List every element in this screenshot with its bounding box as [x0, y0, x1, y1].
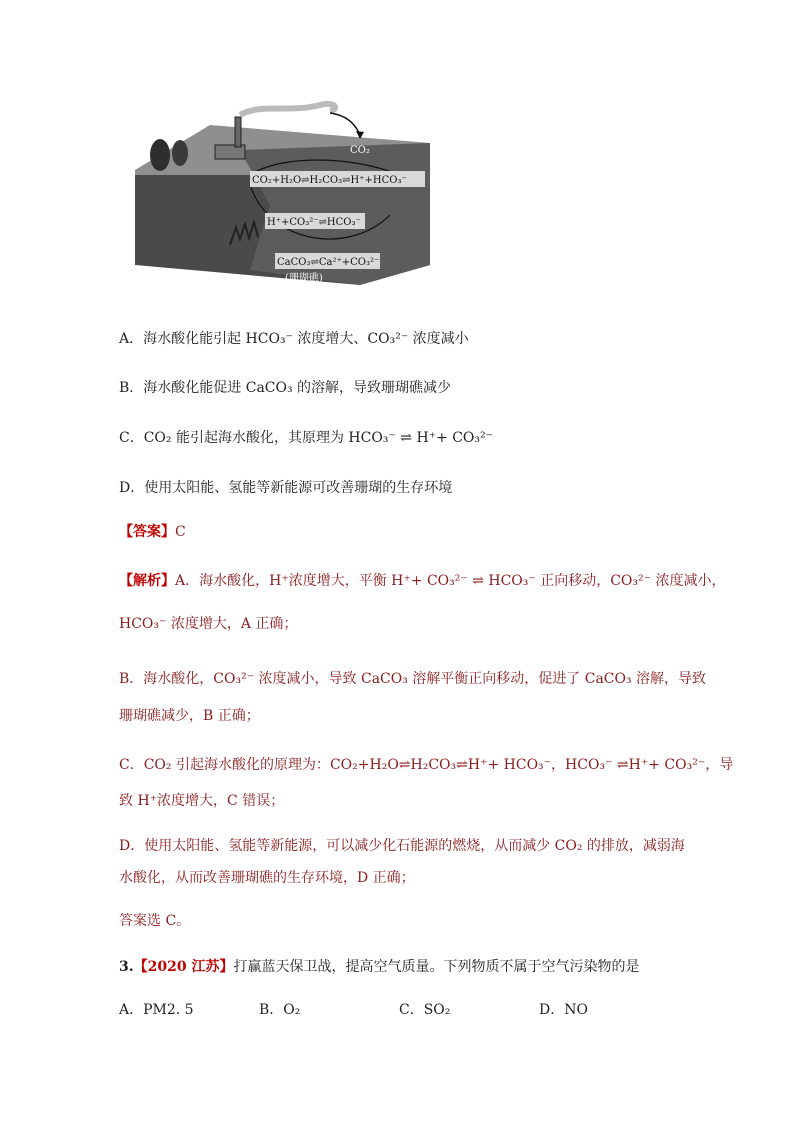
- analysis-c-line1: C．CO₂ 引起海水酸化的原理为：CO₂+H₂O⇌H₂CO₃⇌H⁺+ HCO₃⁻，HCO₃⁻ ⇌H⁺+ CO₃²⁻，导: [119, 757, 734, 773]
- coral-label: (珊瑚礁): [285, 273, 323, 284]
- answer-line: [119, 521, 186, 541]
- eq1-label: CO₂+H₂O⇌H₂CO₃⇌H⁺+HCO₃⁻: [252, 175, 407, 186]
- chimney-icon: [235, 117, 241, 147]
- question-3-source: 【2020 江苏】: [133, 959, 234, 975]
- analysis-label: 【解析】: [119, 573, 175, 589]
- option-b: B．海水酸化能促进 CaCO₃ 的溶解，导致珊瑚礁减少: [119, 380, 452, 396]
- ocean-diagram: [130, 95, 440, 295]
- co2-label: CO₂: [350, 145, 370, 156]
- option-a: A．海水酸化能引起 HCO₃⁻ 浓度增大、CO₃²⁻ 浓度减小: [119, 331, 469, 347]
- analysis-d-line2: 水酸化，从而改善珊瑚礁的生存环境，D 正确；: [119, 870, 415, 886]
- answer-label: 【答案】: [119, 524, 175, 540]
- eq3-label: CaCO₃⇌Ca²⁺+CO₃²⁻: [277, 257, 380, 268]
- analysis-b-line2: 珊瑚礁减少，B 正确；: [119, 708, 260, 724]
- option-d: D．使用太阳能、氢能等新能源可改善珊瑚的生存环境: [119, 480, 453, 496]
- q3-option-c: C．SO₂: [399, 1002, 451, 1018]
- eq2-label: H⁺+CO₃²⁻⇌HCO₃⁻: [267, 217, 361, 228]
- q3-option-b: B．O₂: [259, 1002, 301, 1018]
- question-3-number: 3.: [119, 959, 134, 975]
- tree-icon: [172, 140, 188, 166]
- analysis-a-line1: [119, 570, 725, 590]
- question-3-text: 打赢蓝天保卫战，提高空气质量。下列物质不属于空气污染物的是: [233, 959, 640, 975]
- q3-option-a: A．PM2. 5: [119, 1002, 194, 1018]
- analysis-a-line2: HCO₃⁻ 浓度增大，A 正确；: [119, 616, 298, 632]
- tree-icon: [150, 139, 170, 171]
- co2-arrow-icon: [330, 113, 360, 135]
- question-3-stem: [119, 956, 639, 976]
- analysis-d-line1: D．使用太阳能、氢能等新能源，可以减少化石能源的燃烧，从而减少 CO₂ 的排放，减弱海: [119, 838, 685, 854]
- ocean-acidification-figure: [130, 95, 440, 295]
- answer-value: C: [175, 524, 186, 540]
- analysis-b-line1: B．海水酸化，CO₃²⁻ 浓度减小，导致 CaCO₃ 溶解平衡正向移动，促进了 CaCO₃ 溶解，导致: [119, 671, 707, 687]
- option-c: C．CO₂ 能引起海水酸化，其原理为 HCO₃⁻ ⇌ H⁺+ CO₃²⁻: [119, 430, 494, 446]
- analysis-conclusion: 答案选 C。: [119, 913, 191, 929]
- q3-option-d: D．NO: [539, 1002, 588, 1018]
- analysis-c-line2: 致 H⁺浓度增大，C 错误；: [119, 793, 285, 809]
- analysis-a-text1: A．海水酸化，H⁺浓度增大，平衡 H⁺+ CO₃²⁻ ⇌ HCO₃⁻ 正向移动，CO₃²⁻ 浓度减小，: [175, 573, 726, 589]
- smoke-icon: [240, 104, 335, 115]
- question-3-options: [119, 999, 679, 1019]
